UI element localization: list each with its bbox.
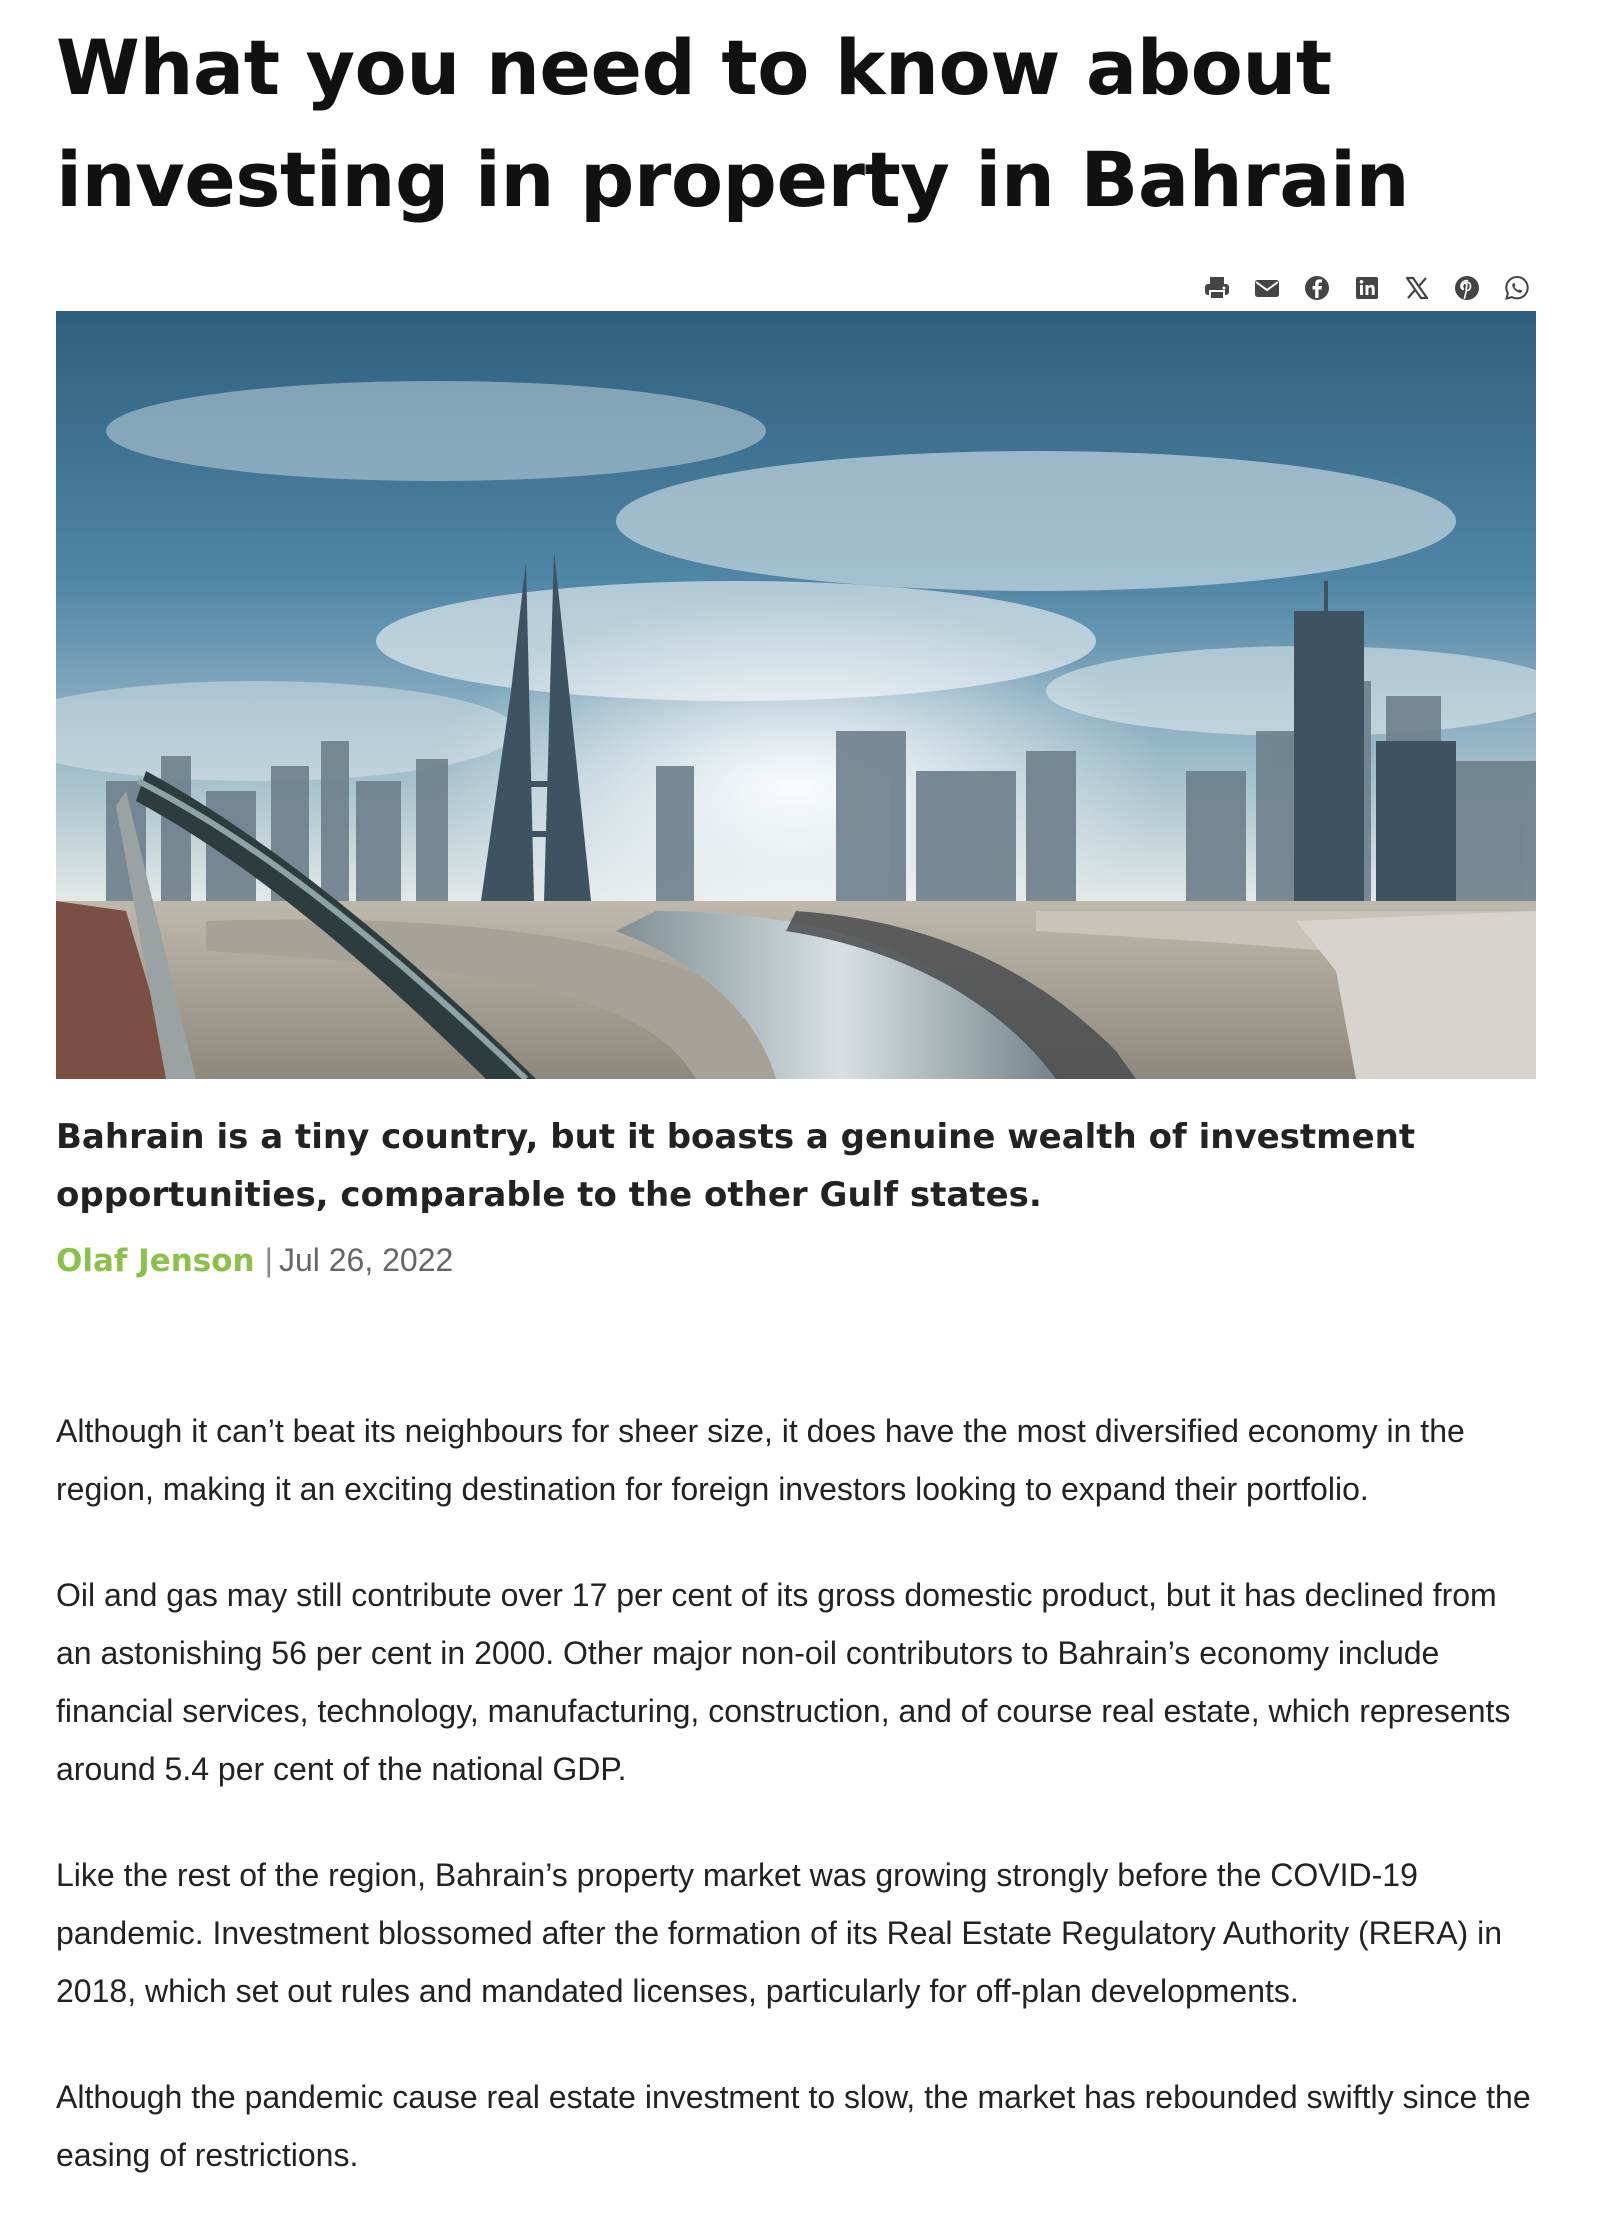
article-body — [56, 1402, 1536, 2232]
article-title: What you need to know about investing in property in Bahrain — [56, 23, 1410, 224]
print-icon[interactable] — [1199, 270, 1235, 306]
paragraph: Although it can’t beat its neighbours for sheer size, it does have the most diversified economy in the region, making it an exciting destination for foreign investors looking to expand their portfolio. — [56, 1413, 1465, 1507]
share-bar — [1199, 268, 1535, 308]
whatsapp-icon[interactable] — [1499, 270, 1535, 306]
paragraph: Oil and gas may still contribute over 17 per cent of its gross domestic product, but it has declined from an astonishing 56 per cent in 2000. Other major non-oil contributors to Bahrain’s economy include financial services, technology, manufacturing, construction, and of course real estate, which represents around 5.4 per cent of the national GDP. — [56, 1577, 1511, 1787]
author-link[interactable]: Olaf Jenson — [56, 1243, 255, 1279]
facebook-icon[interactable] — [1299, 270, 1335, 306]
byline — [56, 1232, 453, 1289]
paragraph: Although the pandemic cause real estate investment to slow, the market has rebounded swiftly since the easing of restrictions. — [56, 2079, 1531, 2173]
paragraph: Like the rest of the region, Bahrain’s property market was growing strongly before the COVID-19 pandemic. Investment blossomed after the formation of its Real Estate Regulatory Authority (RERA) in 2018, which set out rules and mandated licenses, particularly for off-plan developments. — [56, 1857, 1502, 2009]
publish-date: Jul 26, 2022 — [278, 1242, 454, 1278]
skyline-illustration — [56, 311, 1536, 1079]
email-icon[interactable] — [1249, 270, 1285, 306]
article-deck: Bahrain is a tiny country, but it boasts a genuine wealth of investment opportunities, comparable to the other Gulf states. — [56, 1117, 1416, 1215]
article — [56, 0, 1536, 2173]
byline-separator: | — [264, 1242, 273, 1278]
x-icon[interactable] — [1399, 270, 1435, 306]
hero-image-bahrain-skyline — [56, 311, 1536, 1079]
pinterest-icon[interactable] — [1449, 270, 1485, 306]
linkedin-icon[interactable] — [1349, 270, 1385, 306]
